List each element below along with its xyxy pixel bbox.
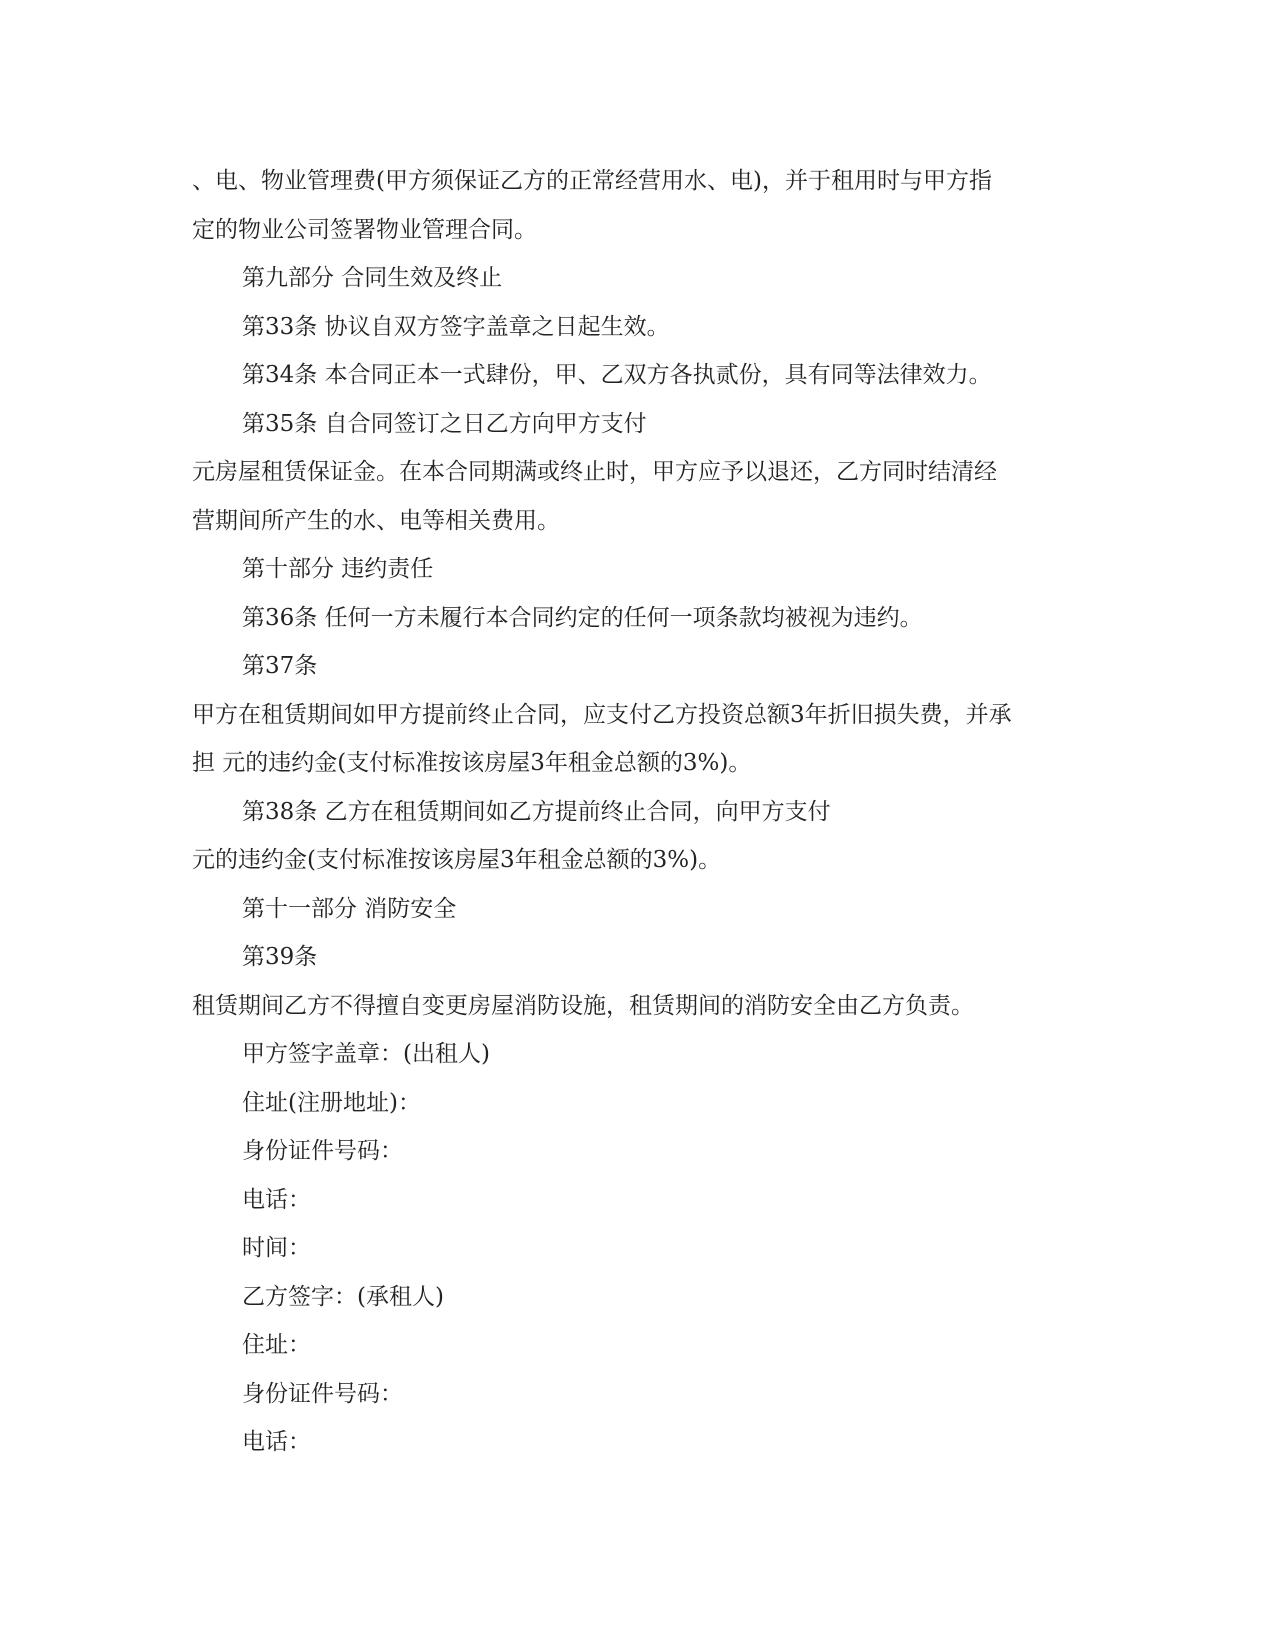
article-34: 第34条 本合同正本一式肆份，甲、乙双方各执贰份，具有同等法律效力。 bbox=[242, 362, 992, 388]
party-a-signature-label: 甲方签字盖章：(出租人) bbox=[242, 1041, 490, 1067]
party-a-phone-label: 电话： bbox=[242, 1186, 311, 1213]
section-heading: 第九部分 合同生效及终止 bbox=[242, 265, 503, 291]
party-b-signature-label: 乙方签字：(承租人) bbox=[242, 1283, 444, 1310]
section-heading: 第十一部分 消防安全 bbox=[242, 895, 457, 922]
document-body bbox=[192, 157, 1072, 1467]
text-line: 担 元的违约金(支付标准按该房屋3年租金总额的3%)。 bbox=[192, 750, 752, 776]
section-heading: 第十部分 违约责任 bbox=[242, 556, 434, 582]
article-38: 第38条 乙方在租赁期间如乙方提前终止合同，向甲方支付 bbox=[242, 798, 831, 825]
text-line: 、电、物业管理费(甲方须保证乙方的正常经营用水、电)，并于租用时与甲方指 bbox=[192, 168, 992, 194]
party-a-address-label: 住址(注册地址)： bbox=[242, 1089, 421, 1116]
party-a-date-label: 时间： bbox=[242, 1235, 311, 1261]
article-36: 第36条 任何一方未履行本合同约定的任何一项条款均被视为违约。 bbox=[242, 604, 923, 631]
text-line: 营期间所产生的水、电等相关费用。 bbox=[192, 507, 560, 534]
article-39: 第39条 bbox=[242, 944, 318, 970]
text-line: 租赁期间乙方不得擅自变更房屋消防设施，租赁期间的消防安全由乙方负责。 bbox=[192, 992, 974, 1019]
party-b-address-label: 住址： bbox=[242, 1332, 311, 1358]
article-37: 第37条 bbox=[242, 653, 318, 679]
party-b-id-label: 身份证件号码： bbox=[242, 1380, 403, 1407]
text-line: 甲方在租赁期间如甲方提前终止合同，应支付乙方投资总额3年折旧损失费，并承 bbox=[192, 701, 1012, 728]
party-b-phone-label: 电话： bbox=[242, 1429, 311, 1455]
article-35: 第35条 自合同签订之日乙方向甲方支付 bbox=[242, 410, 647, 437]
party-a-id-label: 身份证件号码： bbox=[242, 1138, 403, 1164]
text-line: 元的违约金(支付标准按该房屋3年租金总额的3%)。 bbox=[192, 847, 722, 873]
article-33: 第33条 协议自双方签字盖章之日起生效。 bbox=[242, 313, 670, 340]
text-line: 元房屋租赁保证金。在本合同期满或终止时，甲方应予以退还，乙方同时结清经 bbox=[192, 459, 997, 485]
text-line: 定的物业公司签署物业管理合同。 bbox=[192, 216, 537, 243]
